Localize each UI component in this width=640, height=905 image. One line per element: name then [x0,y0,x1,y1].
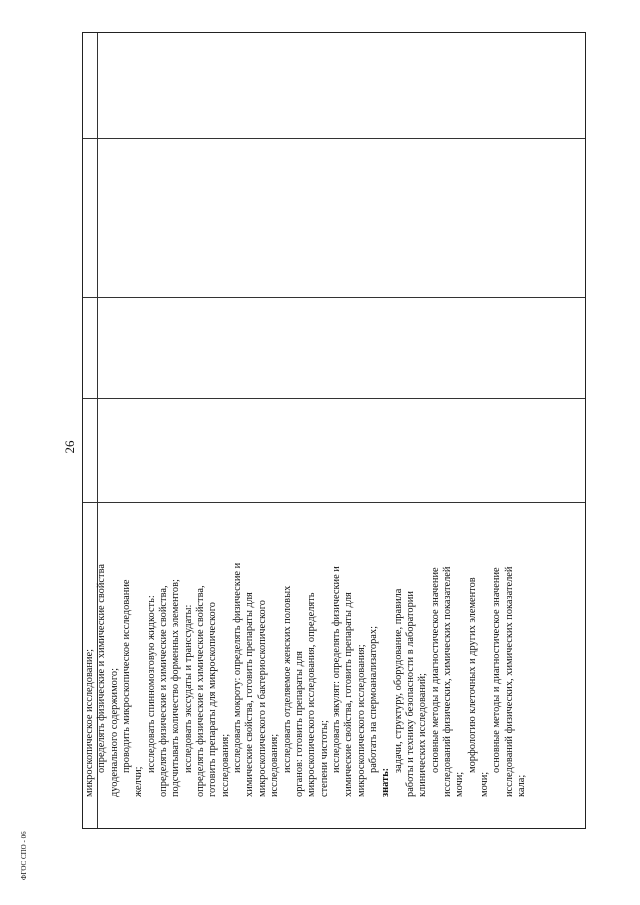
text-line: желчи; [133,766,145,797]
text-line: основные методы и диагностическое значение [429,567,441,773]
page-number: 26 [62,440,77,454]
text-line: основные методы и диагностическое значение [491,567,503,773]
text-line: исследований физических, химических показателей [441,566,453,797]
text-line: готовить препараты для микроскопического [207,602,219,797]
text-line: мочи; [454,771,466,797]
text-line: задачи, структуру, оборудование, правила [392,588,404,773]
text-line: мочи; [479,771,490,797]
competency-cell [82,32,586,829]
text-line: определять физические и химические свойства, [158,585,170,797]
text-line: степени чистоты; [318,720,330,797]
cell-text [84,507,528,797]
text-line: исследовать эякулят: определять физические и [330,566,342,773]
text-line: исследовать отделяемое женских половых [281,585,293,773]
text-line: органов: готовить препараты для [293,651,305,797]
text-line: работы и технику безопасности в лаборатории [404,591,416,797]
text-line: клинических исследований; [417,673,429,797]
text-line: микроскопическое исследование; [84,649,95,797]
section-heading: знать: [380,767,392,797]
text-line: работать на спермоанализаторах; [367,626,379,773]
text-line: микроскопического и бактериоскопического [256,600,268,797]
text-line: кала; [516,774,528,797]
text-line: исследовать мокроту: определять физические и [232,562,244,773]
text-line: химические свойства, готовить препараты для [343,592,355,797]
text-line: определять физические и химические свойства [96,564,108,773]
text-line: исследовать экссудаты и транссудаты: [182,604,194,773]
text-line: определять физические и химические свойства, [195,585,207,797]
text-line: микроскопического исследования, определять [306,592,318,797]
text-line: исследовать спинномозговую жидкость: [145,595,157,773]
text-line: морфологию клеточных и других элементов [466,577,478,773]
text-line: микроскопического исследования; [355,644,367,797]
text-line: проводить микроскопическое исследование [121,579,133,773]
text-line: химические свойства, готовить препараты для [244,592,256,797]
text-line: исследований физических, химических показателей [503,566,515,797]
text-line: подсчитывать количество форменных элементов; [170,579,182,797]
text-line: исследования; [219,733,231,797]
text-line: исследования; [269,733,281,797]
footer-code: ФГОС СПО - 06 [20,831,28,880]
text-line: дуоденального содержимого; [108,668,120,797]
